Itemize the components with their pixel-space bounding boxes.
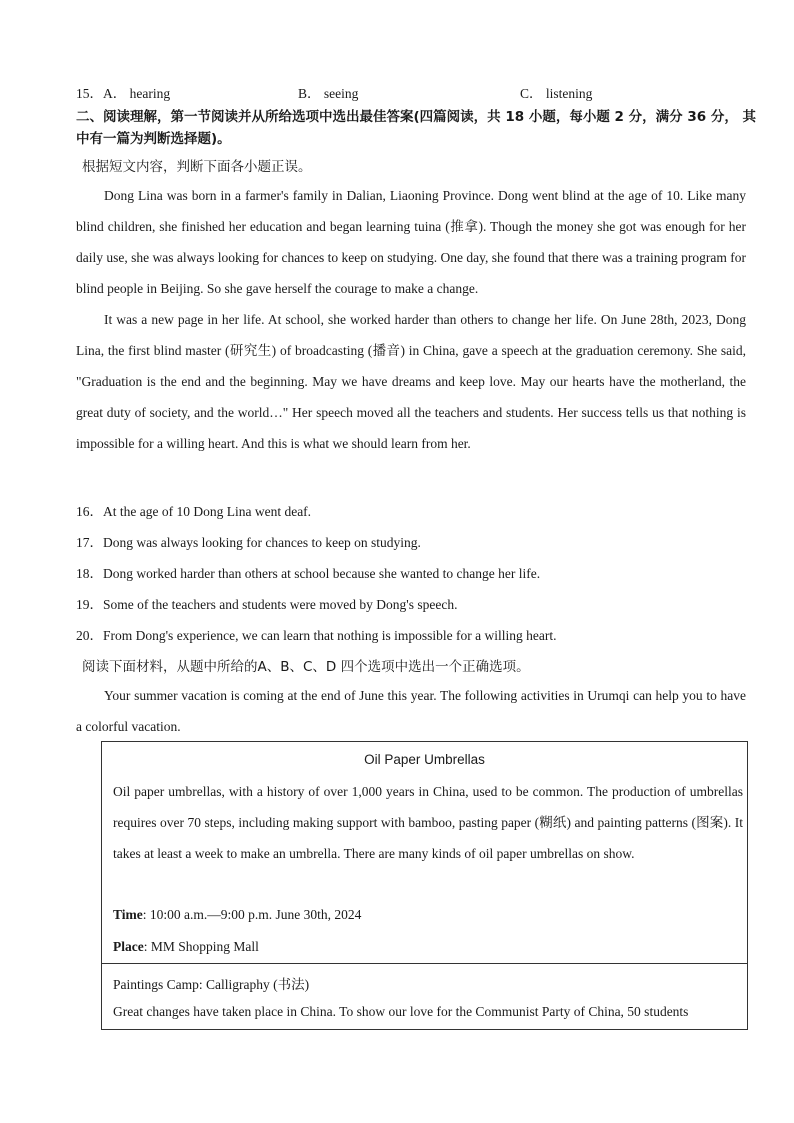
activity-place (113, 939, 259, 955)
reading-b-intro-text: Your summer vacation is coming at the end of June this year. The following activities in Urumqi can help you to have a colorful vacation. (76, 688, 746, 734)
camp-text: Great changes have taken place in China. To show our love for the Communist Party of China, 50 students (113, 1004, 689, 1019)
activity-description: Oil paper umbrellas, with a history of over 1,000 years in China, used to be common. The production of umbrellas requires over 70 steps, including making support with bamboo, pasting paper (糊纸) and painting patterns (图案). It takes at least a week to make an umbrella. There are many kinds of oil paper umbrellas on show. (113, 784, 743, 861)
q15-option-b: B． seeing (298, 86, 359, 101)
q15-option-c: C． listening (520, 86, 593, 101)
activity-time (113, 907, 361, 923)
place-value: : MM Shopping Mall (143, 939, 259, 954)
table-divider (102, 963, 747, 964)
section-instruction: 根据短文内容，判断下面各小题正误。 (82, 159, 312, 175)
question-15-options (76, 82, 736, 100)
question-19: 19．Some of the teachers and students were moved by Dong's speech. (76, 597, 458, 612)
passage-paragraph-2 (76, 304, 746, 459)
activity-title: Oil Paper Umbrellas (364, 752, 485, 767)
time-value: : 10:00 a.m.—9:00 p.m. June 30th, 2024 (142, 907, 362, 922)
reading-b-instruction: 阅读下面材料，从题中所给的A、B、C、D 四个选项中选出一个正确选项。 (82, 659, 530, 675)
reading-b-intro (76, 680, 746, 742)
camp-title: Paintings Camp: Calligraphy (书法) (113, 977, 310, 992)
section-heading: 二、阅读理解，第一节阅读并从所给选项中选出最佳答案(四篇阅读，共 18 小题，每小题 2 分，满分 36 分， 其中有一篇为判断选择题)。 (76, 109, 757, 147)
question-18: 18．Dong worked harder than others at school because she wanted to change her life. (76, 566, 541, 581)
place-label: Place (113, 939, 144, 954)
q15-option-a: 15．A． hearing (76, 86, 171, 101)
passage-text-2: It was a new page in her life. At school, she worked harder than others to change her life. On June 28th, 2023, Dong Lina, the first blind master (研究生) of broadcasting (播音) in China, gave a speech at the graduation ceremony. She said, "Graduation is the end and the beginning. May we have dreams and keep love. May our hearts have the motherland, the great duty of society, and the world…" Her speech moved all the teachers and students. Her success tells us that nothing is impossible for a willing heart. And this is what we should learn from her. (76, 312, 746, 451)
activities-table (101, 741, 748, 1030)
question-20: 20．From Dong's experience, we can learn that nothing is impossible for a willing heart. (76, 628, 557, 643)
question-16: 16．At the age of 10 Dong Lina went deaf. (76, 504, 312, 519)
time-label: Time (113, 907, 143, 922)
passage-text-1: Dong Lina was born in a farmer's family in Dalian, Liaoning Province. Dong went blind at the age of 10. Like many blind children, she finished her education and began learning tuina (推拿). Though the money she got was enough for her daily use, she was always looking for chances to keep on studying. One day, she found that there was a training program for blind people in Beijing. So she gave herself the courage to make a change. (76, 188, 746, 296)
question-17: 17．Dong was always looking for chances to keep on studying. (76, 535, 421, 550)
passage-paragraph-1 (76, 180, 746, 304)
